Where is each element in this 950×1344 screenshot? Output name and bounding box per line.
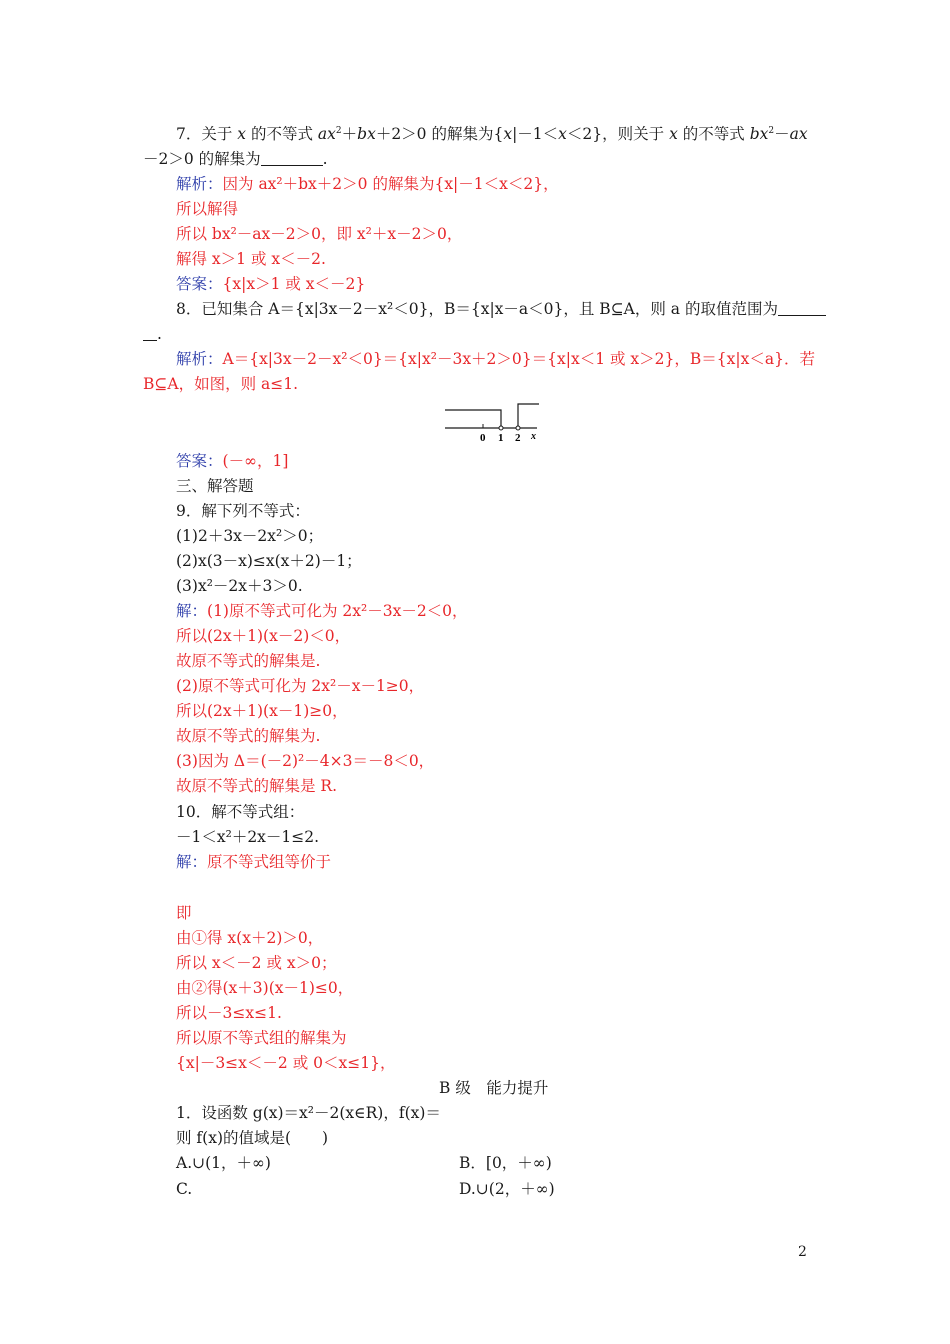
- number-line-figure: [443, 400, 548, 445]
- q10-solution-5: 所以－3≤x≤1.: [176, 1004, 282, 1022]
- q9-part-3: (3)x²－2x＋3＞0.: [176, 577, 303, 595]
- b1-line-2: 则 f(x)的值域是( ): [176, 1129, 329, 1147]
- q9-solution-6: 故原不等式的解集为.: [176, 727, 321, 745]
- b1-option-a: A.∪(1，＋∞): [176, 1154, 271, 1172]
- axis-label-x: x: [531, 431, 536, 442]
- page-number: 2: [798, 1244, 807, 1260]
- q7-analysis-4: 解得 x＞1 或 x＜－2.: [176, 250, 326, 268]
- tick-label-2: 2: [515, 432, 521, 444]
- section-heading-3: 三、解答题: [176, 477, 254, 495]
- q8-line-2: .: [143, 324, 162, 344]
- q9-solution-4: (2)原不等式可化为 2x²－x－1≥0，: [176, 677, 425, 695]
- level-b-heading: B 级 能力提升: [439, 1079, 549, 1097]
- q9-title: 9．解下列不等式：: [176, 502, 310, 520]
- tick-label-1: 1: [498, 432, 504, 444]
- q10-solution-7: {x|－3≤x＜－2 或 0＜x≤1}，: [176, 1054, 396, 1072]
- q10-title: 10．解不等式组：: [176, 803, 305, 821]
- q9-part-1: (1)2＋3x－2x²＞0；: [176, 527, 324, 545]
- q10-solution-0: 解：原不等式组等价于: [176, 853, 332, 871]
- q8-answer-blank: [778, 301, 826, 316]
- b1-option-b: B．[0，＋∞): [459, 1154, 552, 1172]
- q10-solution-1: 即: [176, 904, 192, 922]
- q7-analysis-2: 所以解得: [176, 200, 239, 218]
- q7-analysis-3: 所以 bx²－ax－2＞0，即 x²＋x－2＞0，: [176, 225, 463, 243]
- q9-solution-1: 解：(1)原不等式可化为 2x²－3x－2＜0，: [176, 602, 468, 620]
- q10-solution-2: 由①得 x(x＋2)＞0，: [176, 929, 324, 947]
- q8-answer-blank-cont: [143, 326, 157, 341]
- q7-line-2: －2＞0 的解集为 .: [143, 150, 328, 168]
- q9-solution-7: (3)因为 Δ＝(－2)²－4×3＝－8＜0，: [176, 752, 435, 770]
- q9-solution-3: 故原不等式的解集是.: [176, 652, 321, 670]
- q8-analysis-2: B⊆A，如图，则 a≤1.: [143, 375, 299, 393]
- q10-solution-4: 由②得(x＋3)(x－1)≤0，: [176, 979, 354, 997]
- q9-solution-8: 故原不等式的解集是 R.: [176, 777, 338, 795]
- q8-analysis-1: 解析：A＝{x|3x－2－x²＜0}＝{x|x²－3x＋2＞0}＝{x|x＜1 或 x＞2}，B＝{x|x＜a}．若: [176, 350, 815, 368]
- open-point-2: [516, 426, 520, 430]
- set-a-right-bracket: [518, 404, 539, 428]
- q10-solution-3: 所以 x＜－2 或 x＞0；: [176, 954, 337, 972]
- b1-option-c: C.: [176, 1180, 193, 1198]
- q8-line-1: 8．已知集合 A＝{x|3x－2－x²＜0}，B＝{x|x－a＜0}，且 B⊆A，则 a 的取值范围为: [176, 299, 826, 319]
- q9-solution-5: 所以(2x＋1)(x－1)≥0，: [176, 702, 348, 720]
- q9-part-2: (2)x(3－x)≤x(x＋2)－1；: [176, 552, 362, 570]
- q7-analysis-1: 解析：因为 ax²＋bx＋2＞0 的解集为{x|－1＜x＜2}，: [176, 175, 559, 193]
- tick-label-0: 0: [480, 432, 486, 444]
- set-a-left-bracket: [445, 410, 501, 428]
- q9-solution-2: 所以(2x＋1)(x－2)＜0，: [176, 627, 351, 645]
- q7-line-1: 7．关于 x 的不等式 $ax^2+bx+2>0$ 的解集为{x|－1＜x＜2}，则关于 x 的不等式 $bx^2-ax$: [176, 125, 808, 143]
- q10-expression: －1＜x²＋2x－1≤2.: [176, 828, 320, 846]
- open-point-1: [499, 426, 503, 430]
- b1-option-d: D.∪(2，＋∞): [459, 1180, 555, 1198]
- q7-answer-blank: [261, 151, 323, 166]
- q10-solution-6: 所以原不等式组的解集为: [176, 1029, 347, 1047]
- q8-answer: 答案：(－∞，1]: [176, 452, 289, 470]
- q7-answer: 答案：{x|x＞1 或 x＜－2}: [176, 275, 366, 293]
- b1-line-1: 1．设函数 g(x)＝x²－2(x∈R)，f(x)＝: [176, 1104, 441, 1122]
